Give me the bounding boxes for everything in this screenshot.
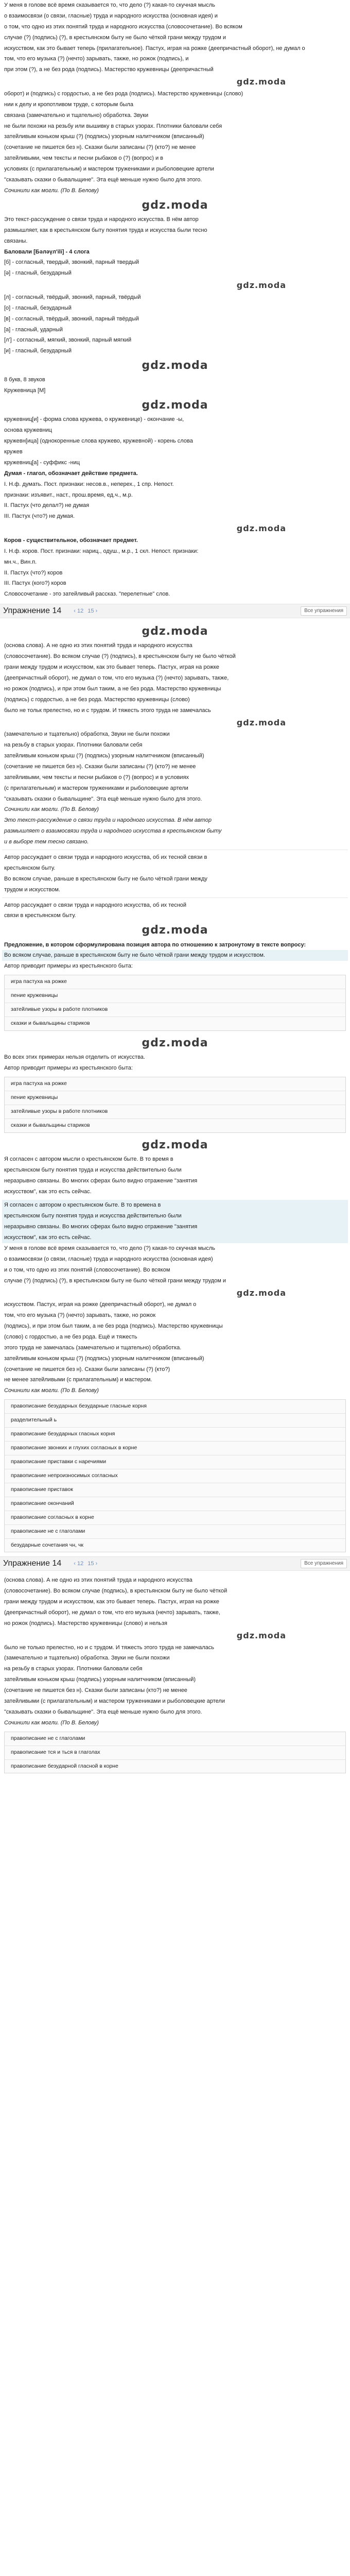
- exercise-text-block: [0, 622, 350, 815]
- text-line: неразрывно связаны. Во многих сферах было видно отражение "занятия: [4, 1177, 198, 1184]
- list-item: разделительный ь: [5, 1414, 345, 1428]
- text-line: неразрывно связаны. Во многих сферах было видно отражение "занятия: [2, 1222, 348, 1232]
- text-line: признаки: изъявит., наст., прош.время, ед.ч., м.р.: [4, 492, 133, 498]
- text-line: грани между трудом и искусством, как это бывает теперь. Пастух, играя на рожке: [4, 664, 219, 671]
- list-item: игра пастуха на рожке: [5, 1077, 345, 1091]
- watermark: gdz.moda: [142, 198, 208, 212]
- exercise-title: Упражнение 14: [3, 606, 62, 616]
- text-line: Думая - глагол, обозначает действие предмета.: [4, 470, 138, 477]
- text-line: (словосочетание). Во всяком случае (?) (подпись), в крестьянском быту не было чёткой: [4, 653, 236, 660]
- next-exercise-link[interactable]: 15 ›: [87, 607, 98, 614]
- watermark: gdz.moda: [236, 1287, 286, 1298]
- examples-list-2: [4, 1077, 346, 1133]
- text-line: Во всяком случае, раньше в крестьянском быту не было чёткой грани между трудом и искусством.: [2, 950, 348, 961]
- text-line: [ә] - гласный, безударный: [4, 270, 72, 277]
- text-line: основа кружевниц: [4, 427, 52, 434]
- text-line: мн.ч., Вин.п.: [4, 558, 37, 565]
- text-line: трудом и искусством.: [4, 886, 60, 893]
- text-line: Это текст-рассуждение о связи труда и народного искусства. В нём автор: [4, 817, 212, 824]
- watermark: gdz.moda: [236, 280, 286, 291]
- text-line: III. Пастух (что?) не думая.: [4, 513, 75, 520]
- next-exercise-link[interactable]: 15 ›: [87, 1561, 98, 1567]
- rules-list: [4, 1399, 346, 1552]
- section-title: Автор приводит примеры из крестьянского быта:: [4, 1065, 133, 1072]
- text-line: (замечательно и тщательно) обработка, Звуки не были похожи: [4, 731, 170, 738]
- text-line: (основа слова). А не одно из этих понятий труда и народного искусства: [4, 1577, 192, 1584]
- text-line: оборот) и (подпись) с гордостью, а не без рода (подпись). Мастерство кружевницы (слово): [4, 90, 243, 97]
- list-item: правописание согласных в корне: [5, 1511, 345, 1525]
- list-item: сказки и бывальщины стариков: [11, 1122, 90, 1128]
- text-line: У меня в голове всё время сказывается то, что дело (?) какая-то скучная мысль: [4, 2, 215, 8]
- watermark: gdz.moda: [236, 717, 286, 727]
- list-item: затейливые узоры в работе плотников: [5, 1003, 345, 1017]
- text-line: 8 букв, 8 звуков: [4, 377, 45, 383]
- section-title: Автор приводит примеры из крестьянского быта:: [4, 963, 133, 970]
- list-item: пение кружевницы: [5, 1091, 345, 1105]
- text-line: было не только прелестно, но и с трудом. И тяжесть этого труда не замечалась: [4, 1644, 215, 1651]
- text-line: кружев: [4, 449, 23, 455]
- text-line: том, что его музыка (?) (нечто) зарывать, также, но рожок (подпись), и: [4, 56, 189, 62]
- text-line: (сочетание не пишется без н). Сказки были записаны (?) (кто?) не менее: [4, 763, 196, 770]
- text-line: Баловали [Бәләүл'ilі] - 4 слога: [4, 248, 90, 255]
- text-line: III. Пастух (кого?) коров: [4, 580, 66, 587]
- list-item: безударные сочетания чн, чк: [11, 1541, 83, 1548]
- text-line: затейливым коньком крыш (подпись) узорным налитчником (вписанный): [4, 1676, 196, 1683]
- divider: [2, 897, 348, 898]
- text-line: затейливым коньком крыш (?) (подпись) узорным налитчником (вписанный): [4, 1355, 204, 1362]
- text-line: (подпись), и при этом был таким, а не без рода (подпись). Мастерство кружевницы: [4, 1323, 223, 1329]
- text-line: не менее затейливыми (с прилагательным) и мастером.: [4, 1377, 152, 1383]
- text-line: но рожок (подпись), и при этом был таким, а не без рода. Мастерство кружевницы: [4, 685, 221, 692]
- list-item: правописание непроизносимых согласных: [5, 1469, 345, 1483]
- text-line: связана (замечательно и тщательно) обработка. Звуки: [4, 112, 149, 118]
- list-item: правописание тся и ться в глаголах: [5, 1746, 345, 1760]
- all-exercises-button[interactable]: Все упражнения: [301, 1559, 347, 1568]
- text-line: У меня в голове всё время сказывается то, что дело (?) какая-то скучная мысль: [4, 1245, 215, 1251]
- morph-block: [0, 396, 350, 600]
- text-line: (слово) с гордостью, а не без рода. Ещё и тяжесть: [4, 1333, 137, 1340]
- final-rules-list: [4, 1732, 346, 1774]
- text-line: том, что его музыка (?) (нечто) зарывать, также, но рожок: [4, 1312, 156, 1319]
- text-line: (деепричастный оборот), не думал о том, что его музыка (?) (нечто) зарывать, также,: [4, 675, 229, 682]
- text-line: Во всяком случае, раньше в крестьянском быту не было чёткой грани между: [4, 875, 207, 882]
- text-line: Автор рассуждает о связи труда и народного искусства, об их тесной: [4, 902, 187, 908]
- text-line: было не тольк прелестно, но и с трудом. И тяжесть этого труда не замечалась: [4, 707, 211, 714]
- text-line: (замечательно и тщательно) обработка. Звуки не были похожи: [4, 1655, 170, 1662]
- text-line: Сочинили как могли. (По В. Белову): [4, 806, 99, 813]
- list-item: сказки и бывальщины стариков: [11, 1020, 90, 1027]
- list-item: игра пастуха на рожке: [5, 975, 345, 989]
- text-line: случае (?) (подпись) (?), в крестьянском быту не было чёткой грани между трудом и: [4, 34, 226, 41]
- watermark: gdz.moda: [236, 77, 286, 87]
- exercise-title: Упражнение 14: [3, 1559, 62, 1568]
- conclusion-block: [0, 1034, 350, 1074]
- text-line: затейливым коньком крыш (?) (подпись) узорным налитчником (вписанный): [4, 133, 204, 140]
- text-line: Сочинили как могли. (По В. Белову): [4, 1719, 99, 1726]
- text-line: Я согласен с автором мысли о крестьянском быте. В то время в: [4, 1156, 173, 1162]
- text-line: затейливым коньком крыш (?) (подпись) узорным налитчником (вписанный): [4, 753, 204, 759]
- watermark: gdz.moda: [142, 1138, 208, 1151]
- watermark: gdz.moda: [142, 359, 208, 372]
- list-item: правописание безударных безударные гласные корня: [5, 1400, 345, 1414]
- prev-exercise-link[interactable]: ‹ 12: [74, 1561, 84, 1567]
- list-item: правописание приставок: [5, 1483, 345, 1497]
- list-item: правописание звонких и глухих согласных в корне: [5, 1442, 345, 1455]
- text-line: затейливыми, чем тексты и песни рыбаков о (?) (вопрос) и в: [4, 155, 163, 162]
- last-text-block: [0, 1575, 350, 1728]
- text-line: Словосочетание - это затейливый рассказ. "перелетные" слов.: [4, 591, 170, 598]
- list-item: пение кружевницы: [5, 989, 345, 1003]
- text-line: Сочинили как могли. (По В. Белову): [4, 187, 99, 194]
- text-line: [в] - согласный, твёрдый, звонкий, парный твёрдый: [4, 315, 139, 322]
- list-item: правописание безударной гласной в корне: [11, 1762, 118, 1769]
- text-line: связи в крестьянском быту.: [4, 912, 76, 919]
- text-line: крестьянском быту понятия труда и искусства действительно были: [2, 1211, 348, 1222]
- text-line: Автор рассуждает о связи труда и народного искусства, об их тесной связи в: [4, 854, 207, 861]
- text-line: о взаимосвязи (о связи, гласные) труда и народного искусства (основная идея): [4, 1256, 213, 1262]
- text-line: но рожок (подпись). Мастерство кружевницы (слово) и нельзя: [4, 1620, 168, 1627]
- text-line: кружевниц[и] - форма слова кружева, о кружевнице) - окончание -ы,: [4, 416, 184, 423]
- text-line: I. Н.ф. думать. Пост. признаки: несов.в., неперех., 1 спр. Непост.: [4, 481, 174, 487]
- text-line: нии к делу и кропотливом труде, с которым была: [4, 101, 133, 108]
- text-line: Сочинили как могли. (По В. Белову): [4, 1387, 99, 1394]
- text-line: (сочетание не пишется без н). Сказки были записаны (?) (кто?): [4, 1366, 170, 1372]
- text-line: крестьянском быту понятия труда и искусства действительно были: [4, 1166, 182, 1173]
- list-item: правописание не с глаголами: [5, 1525, 345, 1539]
- watermark: gdz.moda: [236, 1630, 286, 1640]
- text-line: связаны.: [4, 238, 28, 244]
- text-line: крестьянском быту.: [4, 865, 56, 871]
- text-line: и о том, что одно из этих понятий (словосочетание). Во всяком: [4, 1266, 170, 1273]
- list-item: правописание не с глаголами: [5, 1732, 345, 1746]
- text-line: (с прилагательным) и мастером тружениками и рыболовецкие артели: [4, 785, 188, 791]
- text-line: (основа слова). А не одно из этих понятий труда и народного искусства: [4, 642, 192, 649]
- watermark: gdz.moda: [142, 399, 208, 412]
- text-line: Кружевница [М]: [4, 387, 46, 394]
- list-item: правописание окончаний: [5, 1497, 345, 1511]
- text-line: (деепричастный оборот), не думал о том, что его музыка (нечто) зарывать, также,: [4, 1609, 220, 1616]
- text-line: II. Пастух (что делал?) не думая: [4, 502, 90, 509]
- exercise-nav: [74, 606, 97, 617]
- exercise-header-2: [0, 1556, 350, 1571]
- section-title: Предложение, в котором сформулирована позиция автора по отношению к затронутому в тексте вопросу:: [4, 941, 306, 948]
- text-line: не были похожи на резьбу или вышивку в старых узорах. Плотники баловали себя: [4, 123, 222, 129]
- text-line: на резьбу в старых узорах. Плотники баловали себя: [4, 742, 143, 749]
- list-item: затейливые узоры в работе плотников: [5, 1105, 345, 1119]
- text-line: (подпись) с гордостью, а не без рода. Мастерство кружевницы (слово): [4, 696, 190, 703]
- text-line: при этом (?), а не без рода (подпись). Мастерство кружевницы (деепричастный: [4, 66, 214, 73]
- text-line: искусством", как это есть сейчас.: [2, 1232, 348, 1243]
- text-line: о взаимосвязи (о связи, гласные) труда и народного искусства (основная идея) и: [4, 12, 218, 19]
- text-line: затейливыми (с прилагательным) и мастером тружениками и рыболовецкие артели: [4, 1698, 225, 1704]
- text-line: кружевн[ица] (однокоренные слова кружево, кружевной) - корень слова: [4, 438, 193, 445]
- text-line: (сочетание не пишется без н). Сказки были записаны (?) (кто?) не менее: [4, 144, 196, 151]
- text-line: о том, что одно из этих понятий труда и народного искусства (словосочетание). Во всяком: [4, 23, 242, 30]
- text-line: Это текст-рассуждение о связи труда и народного искусства. В нём автор: [4, 216, 199, 223]
- text-line: I. Н.ф. коров. Пост. признаки: нариц., одуш., м.р., 1 скл. Непост. признаки:: [4, 548, 199, 554]
- analysis-block: [0, 214, 350, 396]
- watermark: gdz.moda: [142, 1036, 208, 1049]
- all-exercises-button[interactable]: Все упражнения: [301, 606, 347, 616]
- text-line: [о] - гласный, безударный: [4, 304, 72, 311]
- text-line: [а] - гласный, ударный: [4, 326, 63, 333]
- text-line: "сказывать сказки о бывальщине". Эта ещё меньше нужно было для этого.: [4, 1708, 202, 1715]
- text-line: [и] - гласный, безударный: [4, 348, 72, 354]
- prev-exercise-link[interactable]: ‹ 12: [74, 607, 84, 614]
- text-line: [л] - согласный, твёрдый, звонкий, парный, твёрдый: [4, 294, 141, 300]
- reasoning-block: [0, 815, 350, 972]
- final-text-block: [0, 1243, 350, 1396]
- exercise-nav: [74, 1558, 97, 1569]
- text-line: Коров - существительное, обозначает предмет.: [4, 537, 138, 544]
- text-line: [б] - согласный, твердый, звонкий, парный твердый: [4, 259, 139, 266]
- text-line: II. Пастух (что?) коров: [4, 569, 63, 576]
- exercise-header: [0, 604, 350, 618]
- agreement-block: [0, 1136, 350, 1243]
- text-line: (словосочетание). Во всяком случае (подпись), в крестьянском быту не было чёткой: [4, 1588, 227, 1595]
- text-line: условиях (с прилагательным) и мастером тружениками и рыболовецкие артели: [4, 166, 214, 173]
- text-line: (сочетание не пишется без н). Сказки были записаны (кто?) не менее: [4, 1687, 187, 1694]
- text-line: кружевниц[а] - суффикс -ниц: [4, 459, 80, 466]
- text-line: искусством", как это есть сейчас.: [4, 1188, 92, 1195]
- text-line: [л'] - согласный, мягкий, звонкий, парный мягкий: [4, 337, 132, 344]
- text-line: Я согласен с автором о крестьянском быте. В то времена в: [2, 1200, 348, 1211]
- text-line: размышляет о взаимосвязи труда и народного искусства в крестьянском быту: [4, 828, 222, 835]
- watermark: gdz.moda: [236, 523, 286, 534]
- examples-list: [4, 975, 346, 1031]
- text-line: "сказывать сказки о бывальщине". Эта ещё меньше нужно было для этого.: [4, 795, 202, 802]
- text-line: Во всех этих примерах нельзя отделить от искусства.: [4, 1054, 145, 1061]
- text-line: этого труда не замечалась (замечательно и тщательно) обработка.: [4, 1344, 182, 1351]
- watermark: gdz.moda: [142, 625, 208, 638]
- text-line: и в выборе тем тесно связано.: [4, 839, 89, 845]
- watermark: gdz.moda: [142, 924, 208, 937]
- text-line: на резьбу в старых узорах. Плотники баловали себя: [4, 1666, 143, 1672]
- text-line: размышляет, как в крестьянском быту понятия труда и искусства были тесно: [4, 227, 207, 233]
- list-item: правописание безударных гласных корня: [5, 1428, 345, 1442]
- list-item: правописание приставки с наречиями: [5, 1455, 345, 1469]
- text-line: грани между трудом и искусством, как это бывает теперь. Пастух, играя на рожке: [4, 1599, 219, 1605]
- top-text-block: [0, 0, 350, 214]
- text-line: искусством. Пастух, играя на рожке (деепричастный оборот), не думал о: [4, 1301, 197, 1308]
- text-line: затейливыми, чем тексты и песни рыбаков о (?) (вопрос) и в условиях: [4, 774, 189, 781]
- text-line: искусством, как это бывает теперь (прилагательное). Пастух, играя на рожке (деепричастный оборот), не думал о: [4, 45, 305, 52]
- text-line: "сказывать сказки о бывальщине". Эта ещё меньше нужно было для этого.: [4, 176, 202, 183]
- text-line: случае (?) (подпись) (?), в крестьянском быту не было чёткой грани между трудом и: [4, 1277, 226, 1284]
